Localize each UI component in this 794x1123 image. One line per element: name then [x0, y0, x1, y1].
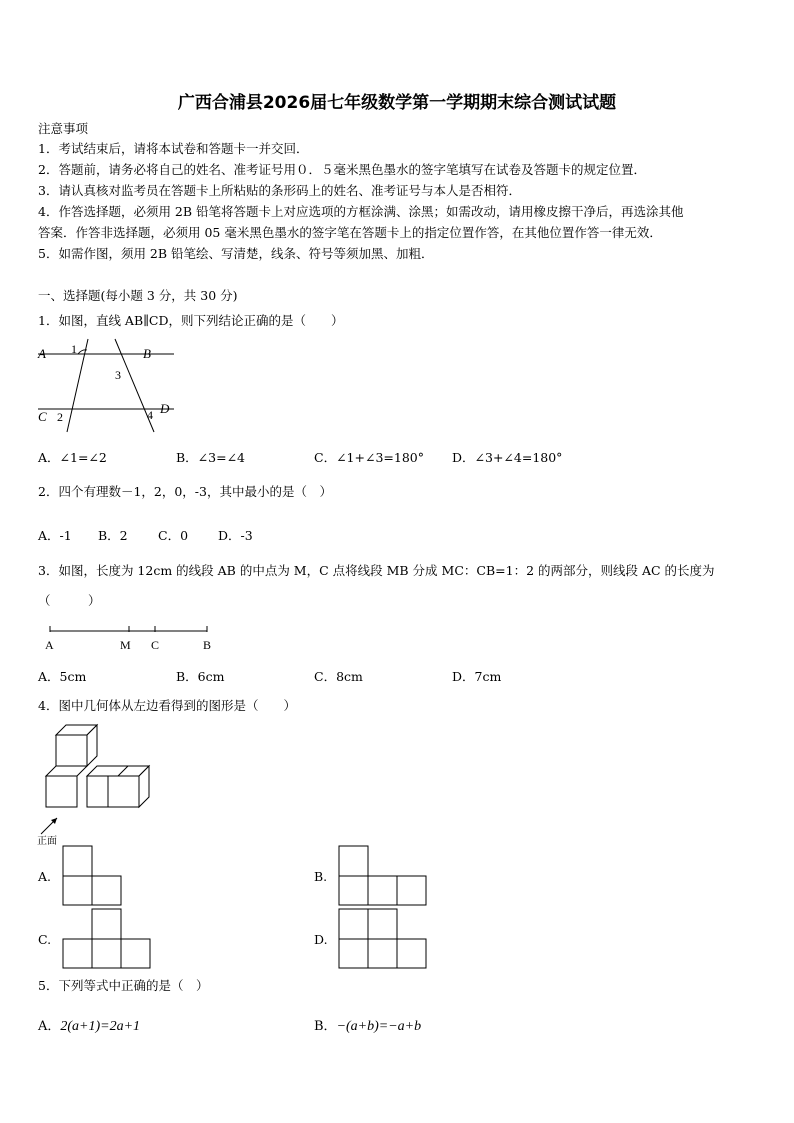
q4-option-b[interactable]: B.: [314, 869, 328, 884]
q1-angle-3: 3: [115, 368, 121, 382]
q2-stem: 2．四个有理数－1，2，0，-3，其中最小的是（ ）: [38, 484, 332, 499]
q1-option-d[interactable]: D．∠3+∠4=180°: [452, 450, 563, 465]
q4-option-c[interactable]: C.: [38, 932, 52, 947]
q3-segment-figure: [40, 622, 220, 654]
q5-option-b-expr: −(a+b)=−a+b: [336, 1019, 422, 1034]
q3-label-m: M: [120, 638, 131, 652]
notice-item: 答案．作答非选择题，必须用 05 毫米黑色墨水的签字笔在答题卡上的指定位置作答，在其他位置作答一律无效．: [38, 225, 662, 240]
notice-item: 3．请认真核对监考员在答题卡上所粘贴的条形码上的姓名、准考证号与本人是否相符．: [38, 183, 521, 198]
q1-label-a: A: [38, 346, 46, 361]
q5-option-b-label: B．: [314, 1019, 337, 1034]
q1-angle-2: 2: [57, 410, 63, 424]
q1-option-a[interactable]: A．∠1=∠2: [38, 450, 107, 465]
q2-option-d[interactable]: D．-3: [218, 528, 253, 543]
q3-option-c[interactable]: C．8cm: [314, 669, 363, 684]
q3-label-a: A: [45, 638, 54, 652]
q2-option-b[interactable]: B．2: [98, 528, 128, 543]
q1-stem: 1．如图，直线 AB∥CD，则下列结论正确的是（ ）: [38, 313, 344, 328]
q3-label-c: C: [151, 638, 160, 652]
q4-option-d-figure: [338, 908, 428, 970]
q3-label-b: B: [203, 638, 212, 652]
q1-option-c[interactable]: C．∠1+∠3=180°: [314, 450, 424, 465]
notice-item: 4．作答选择题，必须用 2B 铅笔将答题卡上对应选项的方框涂满、涂黑；如需改动，请用橡皮擦干净后，再选涂其他: [38, 204, 684, 219]
q1-figure: [36, 337, 176, 437]
q2-option-a[interactable]: A．-1: [38, 528, 72, 543]
q1-label-c: C: [38, 409, 47, 424]
q5-option-a-label: A．: [38, 1019, 61, 1034]
notice-item: 5．如需作图，须用 2B 铅笔绘、写清楚，线条、符号等须加黑、加粗．: [38, 246, 434, 261]
q1-label-b: B: [143, 346, 151, 361]
q4-option-a-figure: [62, 845, 124, 907]
notice-heading: 注意事项: [38, 121, 89, 136]
q4-option-b-figure: [338, 845, 428, 907]
q4-option-c-figure: [62, 908, 152, 970]
section-heading: 一、选择题(每小题 3 分，共 30 分): [38, 288, 238, 303]
q3-stem-paren: （ ）: [38, 593, 101, 608]
q1-angle-1: 1: [71, 342, 77, 356]
q3-option-b[interactable]: B．6cm: [176, 669, 225, 684]
q4-option-d[interactable]: D.: [314, 932, 328, 947]
q3-option-d[interactable]: D．7cm: [452, 669, 502, 684]
q5-option-a[interactable]: [38, 1015, 140, 1035]
q4-front-label: 正面: [37, 836, 57, 847]
q4-solid-figure: [36, 722, 166, 850]
q1-angle-4: 4: [147, 408, 153, 422]
q5-option-a-expr: 2(a+1)=2a+1: [60, 1019, 141, 1034]
q5-option-b[interactable]: [314, 1015, 421, 1035]
q5-stem: 5．下列等式中正确的是（ ）: [38, 978, 209, 993]
notice-item: 2．答题前，请务必将自己的姓名、准考证号用０．５毫米黑色墨水的签字笔填写在试卷及答题卡的规定位置．: [38, 162, 646, 177]
q4-option-a[interactable]: A.: [38, 869, 52, 884]
q1-label-d: D: [160, 401, 170, 416]
q1-option-b[interactable]: B．∠3=∠4: [176, 450, 246, 465]
q4-stem: 4．图中几何体从左边看得到的图形是（ ）: [38, 698, 296, 713]
q3-stem: 3．如图，长度为 12cm 的线段 AB 的中点为 M，C 点将线段 MB 分成 MC：CB=1：2 的两部分，则线段 AC 的长度为: [38, 563, 715, 578]
notice-item: 1．考试结束后，请将本试卷和答题卡一并交回．: [38, 141, 309, 156]
q2-option-c[interactable]: C．0: [158, 528, 189, 543]
q3-option-a[interactable]: A．5cm: [38, 669, 87, 684]
page-title: 广西合浦县2026届七年级数学第一学期期末综合测试试题: [177, 93, 617, 113]
